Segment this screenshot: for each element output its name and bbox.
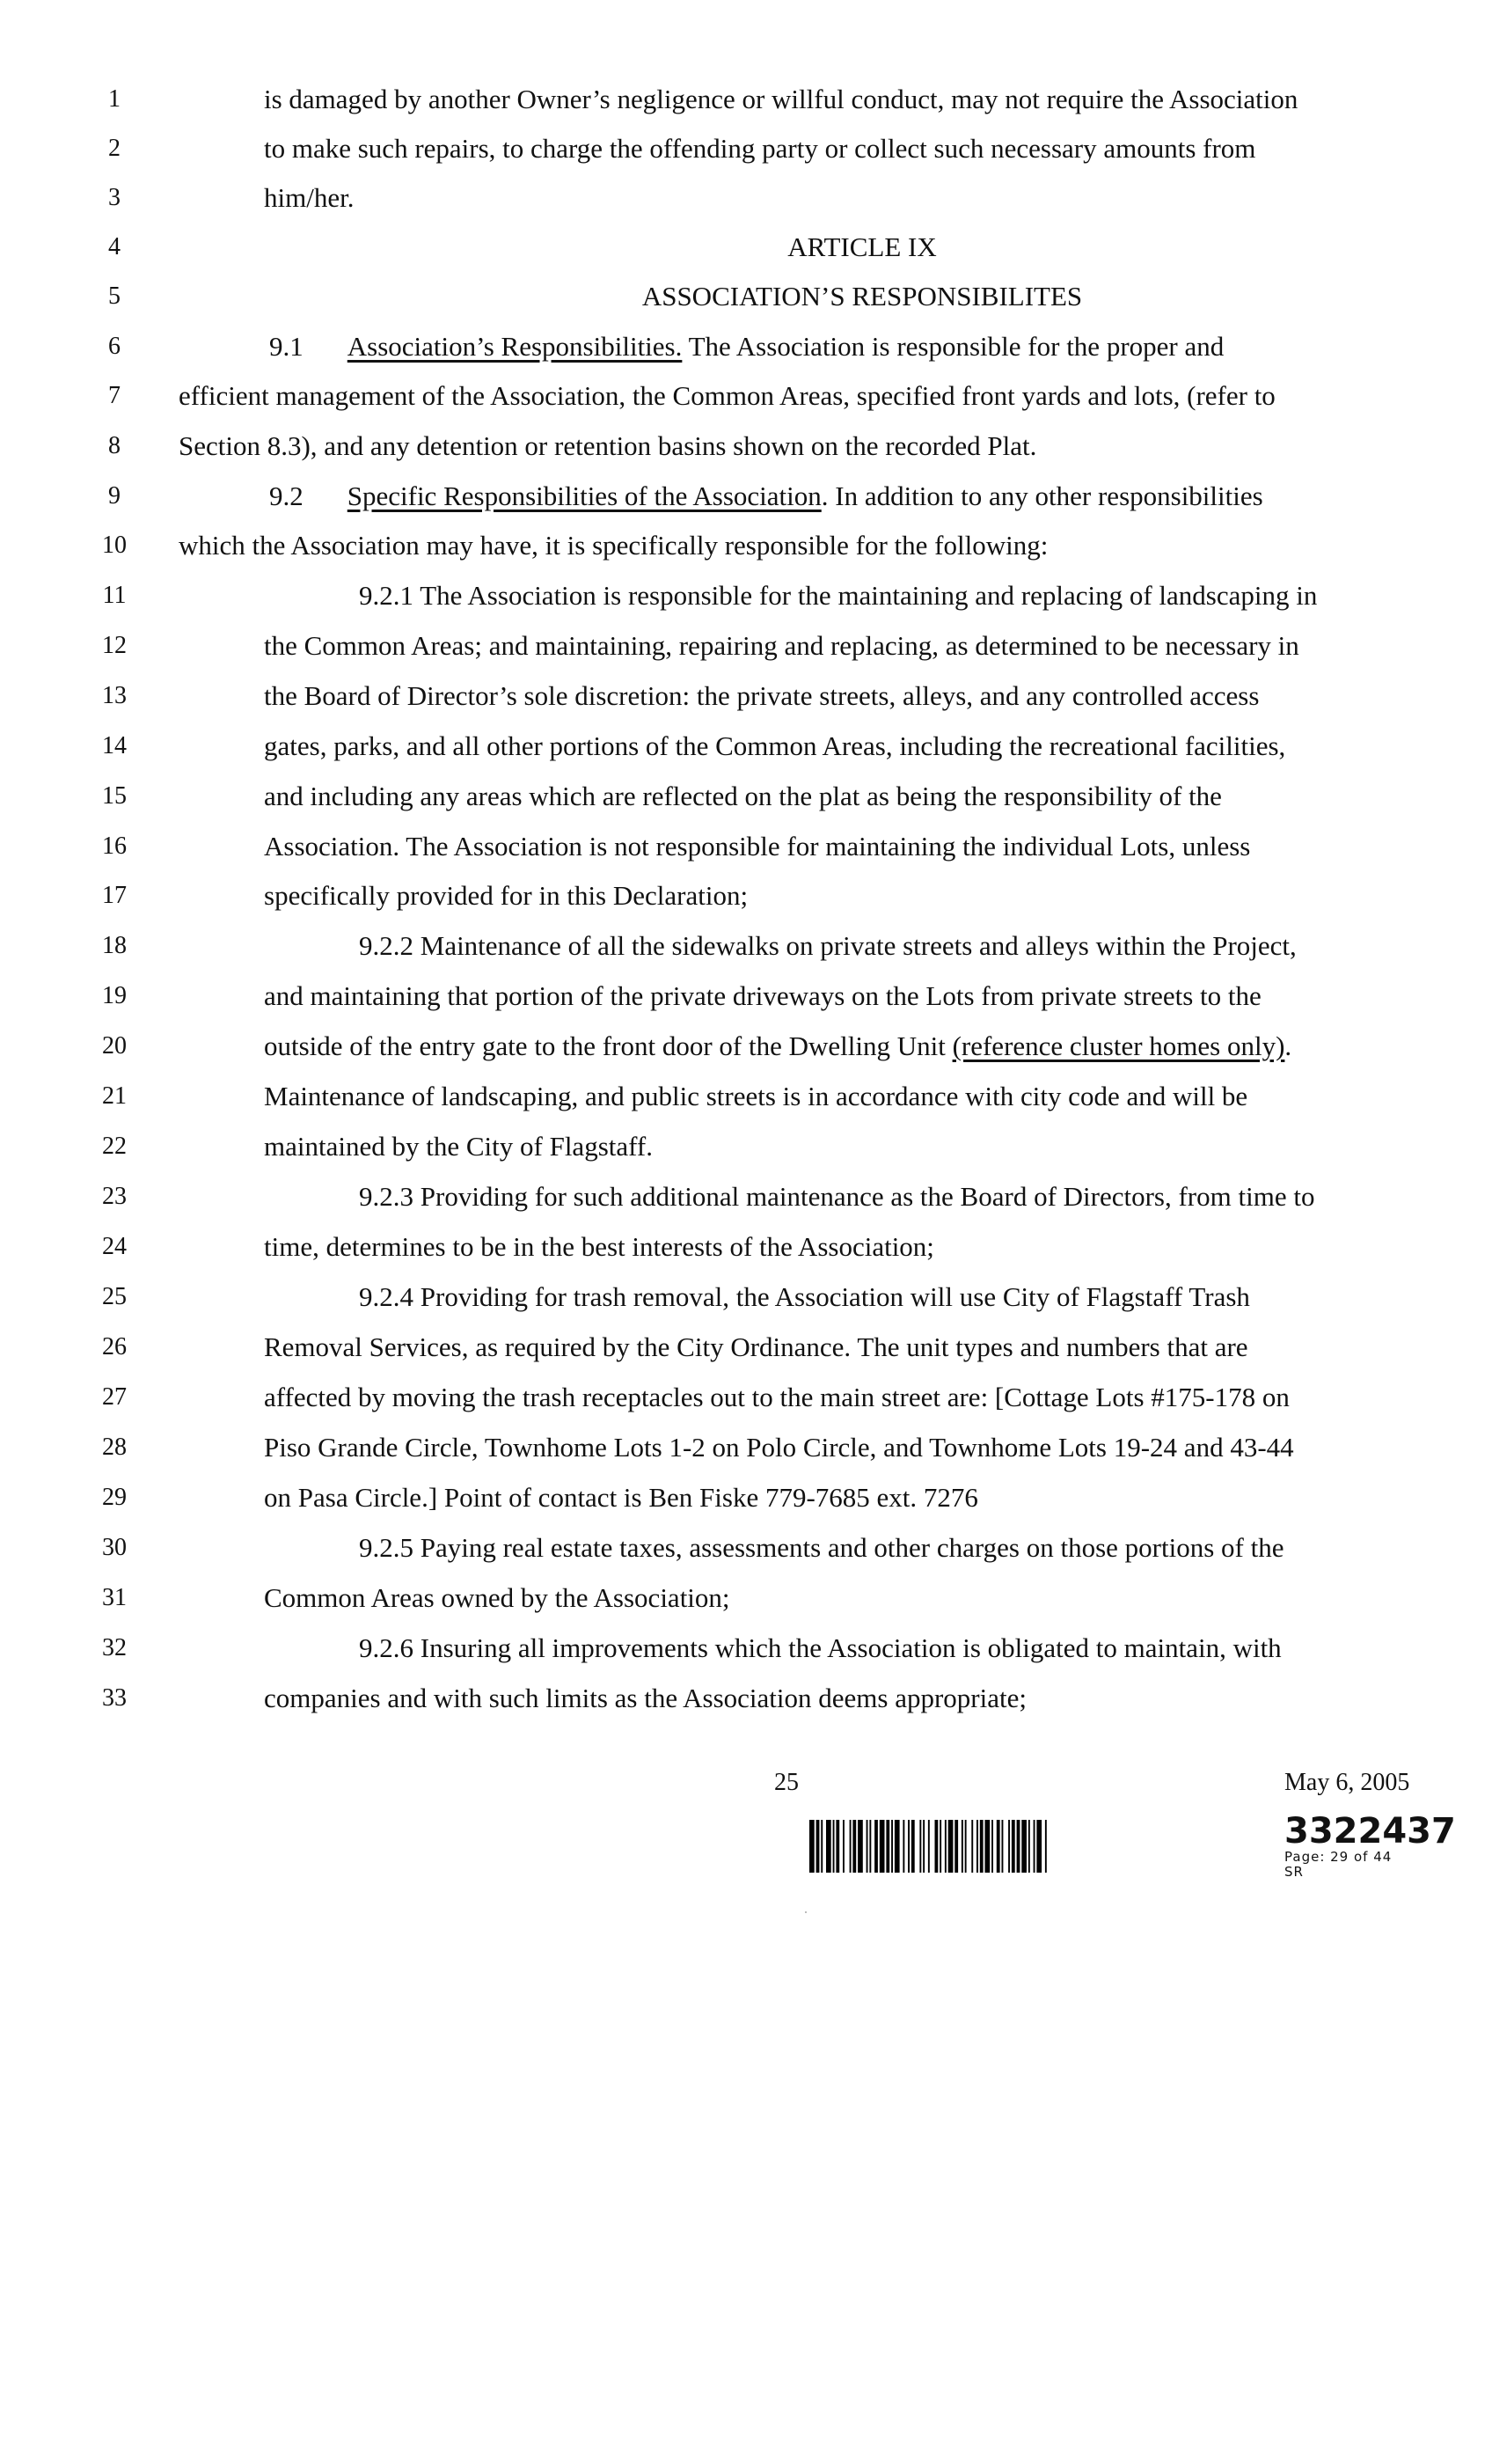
- line-number: 23: [102, 1183, 127, 1210]
- barcode-bar: [850, 1820, 852, 1873]
- text-line-31: Common Areas owned by the Association;: [264, 1582, 730, 1613]
- line-number: 19: [102, 982, 127, 1009]
- barcode-bar: [940, 1820, 941, 1873]
- text-line-23: 9.2.3 Providing for such additional maintenance as the Board of Directors, from time to: [359, 1181, 1315, 1212]
- line-number: 6: [108, 333, 121, 360]
- text-line-8: Section 8.3), and any detention or retention basins shown on the recorded Plat.: [179, 430, 1037, 461]
- barcode-bar: [1008, 1820, 1010, 1873]
- text-line-12: the Common Areas; and maintaining, repairing and replacing, as determined to be necessary in: [264, 630, 1299, 661]
- line-number: 31: [102, 1584, 127, 1611]
- line-number: 15: [102, 782, 127, 810]
- section-9-2-number: 9.2: [269, 480, 304, 511]
- barcode: [809, 1820, 1258, 1873]
- section-9-1-heading: Association’s Responsibilities.: [347, 331, 683, 362]
- line-number: 5: [108, 282, 121, 310]
- barcode-bar: [985, 1820, 991, 1873]
- barcode-bar: [962, 1820, 963, 1873]
- line-number: 25: [102, 1283, 127, 1310]
- text-line-14: gates, parks, and all other portions of the Common Areas, including the recreational facilities,: [264, 730, 1286, 761]
- text-line-20-main: outside of the entry gate to the front door of the Dwelling Unit: [264, 1030, 953, 1061]
- barcode-bar: [1021, 1820, 1027, 1873]
- barcode-bar: [816, 1820, 820, 1873]
- text-line-19: and maintaining that portion of the private driveways on the Lots from private streets to the: [264, 980, 1262, 1011]
- line-number: 29: [102, 1484, 127, 1511]
- text-line-18: 9.2.2 Maintenance of all the sidewalks on private streets and alleys within the Project,: [359, 930, 1297, 961]
- text-line-29: on Pasa Circle.] Point of contact is Ben Fiske 779-7685 ext. 7276: [264, 1482, 978, 1513]
- page-number: 25: [774, 1769, 799, 1796]
- line-number: 8: [108, 432, 121, 459]
- barcode-bar: [976, 1820, 978, 1873]
- text-line-15: and including any areas which are reflected on the plat as being the responsibility of the: [264, 781, 1222, 811]
- barcode-bar: [1034, 1820, 1035, 1873]
- line-number: 18: [102, 932, 127, 959]
- line-number: 13: [102, 682, 127, 709]
- section-9-2-heading: Specific Responsibilities of the Association: [347, 480, 822, 511]
- recording-stamp: [1284, 1813, 1456, 1880]
- line-number: 24: [102, 1233, 127, 1260]
- line-number: 26: [102, 1333, 127, 1360]
- line-number: 12: [102, 632, 127, 659]
- barcode-bar: [919, 1820, 921, 1873]
- recording-code: SR: [1284, 1864, 1304, 1880]
- cluster-homes-note: (reference cluster homes only): [952, 1030, 1285, 1061]
- barcode-bar: [1028, 1820, 1030, 1873]
- barcode-bar: [997, 1820, 1000, 1873]
- text-line-33: companies and with such limits as the Association deems appropriate;: [264, 1683, 1027, 1713]
- barcode-bar: [935, 1820, 939, 1873]
- barcode-bar: [1036, 1820, 1042, 1873]
- barcode-bar: [809, 1820, 815, 1873]
- barcode-bar: [886, 1820, 889, 1873]
- barcode-bar: [821, 1820, 823, 1873]
- line-number: 1: [108, 85, 121, 113]
- line-number: 22: [102, 1133, 127, 1160]
- recording-page: Page: 29 of 44: [1284, 1849, 1393, 1865]
- text-line-26: Removal Services, as required by the City Ordinance. The unit types and numbers that are: [264, 1331, 1248, 1362]
- text-line-21: Maintenance of landscaping, and public streets is in accordance with city code and will be: [264, 1081, 1248, 1111]
- barcode-bar: [1017, 1820, 1020, 1873]
- text-line-17: specifically provided for in this Declaration;: [264, 880, 749, 911]
- barcode-bar: [869, 1820, 871, 1873]
- footer-date: May 6, 2005: [1284, 1769, 1410, 1796]
- barcode-bar: [945, 1820, 947, 1873]
- text-line-20-end: .: [1284, 1030, 1292, 1061]
- scan-speck: [805, 1911, 807, 1913]
- text-line-1: is damaged by another Owner’s negligence or willful conduct, may not require the Association: [264, 84, 1298, 114]
- barcode-bar: [880, 1820, 885, 1873]
- barcode-bar: [965, 1820, 967, 1873]
- barcode-bar: [991, 1820, 993, 1873]
- barcode-bar: [1045, 1820, 1047, 1873]
- barcode-bar: [1002, 1820, 1004, 1873]
- line-number: 28: [102, 1434, 127, 1461]
- barcode-bar: [908, 1820, 910, 1873]
- section-9-2-text: . In addition to any other responsibilities: [821, 480, 1263, 511]
- line-number: 4: [108, 233, 121, 260]
- line-number: 21: [102, 1082, 127, 1110]
- barcode-bar: [980, 1820, 984, 1873]
- line-number: 11: [102, 582, 127, 609]
- line-number: 33: [102, 1684, 127, 1712]
- barcode-bar: [852, 1820, 856, 1873]
- text-line-28: Piso Grande Circle, Townhome Lots 1-2 on Polo Circle, and Townhome Lots 19-24 and 43-44: [264, 1432, 1294, 1463]
- text-line-16: Association. The Association is not responsible for maintaining the individual Lots, unless: [264, 831, 1251, 862]
- text-line-10: which the Association may have, it is specifically responsible for the following:: [179, 530, 1049, 561]
- text-line-2: to make such repairs, to charge the offending party or collect such necessary amounts from: [264, 133, 1256, 164]
- barcode-bar: [836, 1820, 839, 1873]
- line-number: 17: [102, 882, 127, 909]
- line-number: 14: [102, 732, 127, 759]
- barcode-bar: [911, 1820, 915, 1873]
- barcode-bar: [874, 1820, 878, 1873]
- line-number: 2: [108, 135, 121, 162]
- barcode-bar: [891, 1820, 893, 1873]
- line-number: 9: [108, 482, 121, 510]
- line-number: 3: [108, 184, 121, 211]
- barcode-bar: [1012, 1820, 1015, 1873]
- article-subtitle: ASSOCIATION’S RESPONSIBILITES: [641, 281, 1083, 312]
- line-number: 27: [102, 1383, 127, 1411]
- barcode-bar: [826, 1820, 831, 1873]
- barcode-bar: [928, 1820, 930, 1873]
- text-line-3: him/her.: [264, 182, 355, 213]
- line-number: 16: [102, 832, 127, 860]
- barcode-bar: [833, 1820, 835, 1873]
- text-line-24: time, determines to be in the best interests of the Association;: [264, 1231, 934, 1262]
- text-line-27: affected by moving the trash receptacles out to the main street are: [Cottage Lots #175-178 on: [264, 1382, 1290, 1412]
- recording-number: 3322437: [1284, 1811, 1456, 1852]
- barcode-bar: [971, 1820, 973, 1873]
- text-line-11: 9.2.1 The Association is responsible for the maintaining and replacing of landscaping in: [359, 580, 1318, 611]
- article-title: ARTICLE IX: [787, 231, 937, 262]
- section-9-1-number: 9.1: [269, 331, 304, 362]
- barcode-bar: [858, 1820, 863, 1873]
- text-line-32: 9.2.6 Insuring all improvements which the Association is obligated to maintain, with: [359, 1632, 1282, 1663]
- barcode-bar: [903, 1820, 904, 1873]
- section-9-1-line: [269, 322, 1224, 371]
- line-number: 32: [102, 1634, 127, 1661]
- text-line-20: [264, 1022, 1291, 1071]
- barcode-bar: [954, 1820, 958, 1873]
- barcode-bar: [923, 1820, 925, 1873]
- barcode-bar: [948, 1820, 954, 1873]
- text-line-22: maintained by the City of Flagstaff.: [264, 1131, 653, 1162]
- text-line-13: the Board of Director’s sole discretion: the private streets, alleys, and any controlled access: [264, 680, 1260, 711]
- line-number: 7: [108, 382, 121, 409]
- barcode-bar: [843, 1820, 845, 1873]
- line-number: 10: [102, 532, 127, 559]
- section-9-1-text: The Association is responsible for the proper and: [682, 331, 1225, 362]
- barcode-bar: [895, 1820, 900, 1873]
- text-line-25: 9.2.4 Providing for trash removal, the Association will use City of Flagstaff Trash: [359, 1281, 1250, 1312]
- text-line-30: 9.2.5 Paying real estate taxes, assessments and other charges on those portions of the: [359, 1532, 1284, 1563]
- section-9-2-line: [269, 472, 1263, 521]
- line-number: 20: [102, 1032, 127, 1060]
- barcode-bar: [867, 1820, 868, 1873]
- text-line-7: efficient management of the Association, the Common Areas, specified front yards and lots, (refer to: [179, 380, 1276, 411]
- line-number: 30: [102, 1534, 127, 1561]
